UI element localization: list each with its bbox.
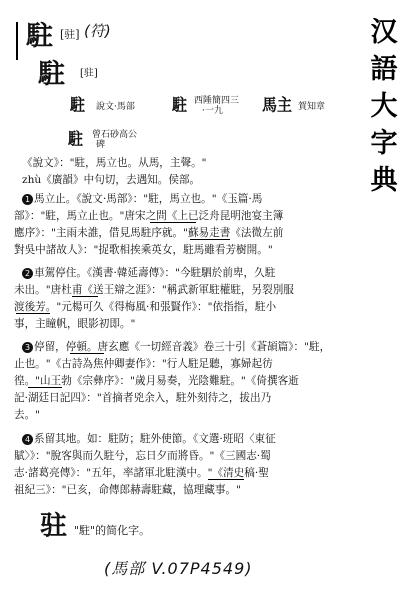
handwritten-mark: (符)	[84, 22, 111, 40]
title-char: 典	[370, 165, 398, 196]
body-line: 2 車駕停住。《漢書·韓延壽傳》："今駐駟於前卑，久駐	[22, 266, 360, 280]
simplified-note: "駐"的简化字。	[74, 524, 151, 537]
title-char: 語	[370, 54, 398, 85]
variant-char: 駐	[38, 59, 65, 90]
underline-mark	[72, 296, 98, 297]
variant-label: [驻]	[80, 68, 98, 79]
body-line: 記·湖廷日記四》："首摘者兇余入，駐外刻待之，拔出乃	[14, 392, 272, 404]
stone-source-top: 曾石砂高公	[92, 130, 138, 140]
margin-stroke	[16, 22, 18, 60]
body-line: 部》："駐，馬立止也。"唐宋之問《上已泛舟昆明池宴主簿	[14, 210, 284, 222]
body-line: 3 停留，停頓。唐玄應《一切經音義》卷三十引《蒼頡篇》："駐，	[22, 340, 360, 354]
seal-script-char: 駐	[70, 95, 86, 115]
title-char: 字	[370, 128, 398, 159]
sense-number-badge: 3	[22, 342, 33, 353]
simplified-char: 驻	[40, 511, 67, 542]
underline-mark	[70, 353, 104, 354]
underline-mark	[190, 239, 230, 240]
body-line: 賦〉》："脫客與而久駐兮，忘日夕而將昏。"《三國志·蜀	[14, 450, 271, 462]
body-line: 4 系留其地。如：駐防；駐外使節。《文選·班昭〈東征	[22, 432, 360, 446]
body-line: 去。"	[14, 409, 41, 421]
stone-source-bottom: 碑	[96, 140, 106, 150]
dictionary-title	[364, 14, 404, 199]
underline-mark	[150, 222, 196, 223]
body-line: 渡後芳。"元楊可久《得梅風·和張賢作》："依指指，駐小	[14, 301, 277, 313]
handwritten-footer: (馬部 V.07P4549)	[104, 559, 253, 578]
forms-row	[66, 94, 366, 120]
title-char: 大	[370, 91, 398, 122]
sense-number-badge: 4	[22, 434, 33, 445]
underline-mark	[28, 387, 62, 388]
cursive-script-char: 馬主	[262, 95, 293, 115]
underline-mark	[208, 479, 244, 480]
body-line: 事，主瞳帆，眼影初即。"	[14, 318, 136, 330]
seal-script-source: 說文·馬部	[96, 102, 135, 112]
clerical-source-top: 西陲簡四三	[194, 96, 240, 106]
body-line: 對吳中諸故人》："捉歌相挨乘英女，駐馬雖看芳樹開。"	[14, 244, 273, 256]
cursive-source: 賀知章	[298, 102, 326, 112]
body-line: 1 馬立止。《說文·馬部》："駐，馬立也。"《玉篇·馬	[22, 192, 360, 206]
body-line: 應序》："主雨未誰，借見馬駐序就。"蘇易走書《法微左前	[14, 227, 284, 239]
sense-number-badge: 1	[22, 194, 33, 205]
headword-simplified: [驻]	[60, 28, 80, 41]
headword: 駐	[26, 21, 53, 52]
title-char: 汉	[370, 17, 398, 48]
body-line: 止也。"《古詩為焦仲卿妻作》："行人駐足聽，寡婦起彷	[14, 358, 273, 370]
clerical-source-bottom: ·一九	[202, 106, 223, 116]
underline-mark	[16, 313, 50, 314]
stone-form-char: 駐	[68, 129, 84, 149]
body-line: zhù《廣韻》中句切，去遇知。侯部。	[22, 174, 201, 186]
sense-number-badge: 2	[22, 268, 33, 279]
body-line: 祖紀三》："已亥，命傳郎赫壽駐藏，協理藏事。"	[14, 484, 241, 496]
clerical-script-char: 駐	[172, 95, 188, 115]
body-line: 志·諸葛亮傳》："五年，率諸軍北駐漢中。"《清史稿·聖	[14, 467, 269, 479]
body-line: 徨。"山王勃《宗彝序》："歲月易奏，光陰難駐。"《倚撰客逝	[14, 375, 299, 387]
body-line: 未出。"唐杜甫《送王辯之涯》："稱武新軍駐權駐，另裂別服	[14, 284, 294, 296]
body-line: 《說文》："駐，馬立也。从馬，主聲。"	[22, 157, 207, 169]
